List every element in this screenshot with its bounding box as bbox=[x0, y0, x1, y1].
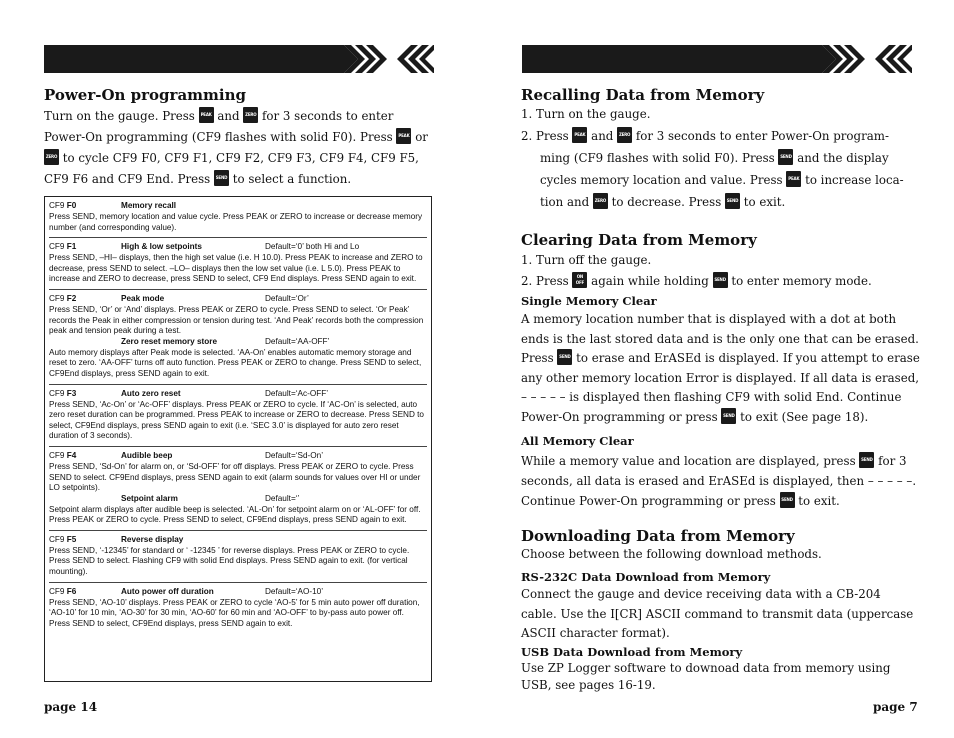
cf-description: Press SEND, memory location and value cycle. Press PEAK or ZERO to increase or decrease memory number (and corresponding value). bbox=[49, 212, 423, 232]
all-clear-body: While a memory value and location are displayed, press SEND for 3 seconds, all data is erased and ErASEd is displayed, then – – – – –. Continue Power-On programming or press SEND to exit. bbox=[521, 454, 917, 508]
power-on-title: Power-On programming bbox=[44, 86, 247, 104]
cf-entry bbox=[49, 387, 427, 447]
cf-sub-name: Setpoint alarm bbox=[121, 493, 178, 503]
on-off-key-icon: ON OFF bbox=[572, 272, 587, 288]
download-intro: Choose between the following download methods. bbox=[521, 547, 822, 561]
cf-default: Default=‘Or’ bbox=[265, 293, 309, 303]
cf-entry-header bbox=[49, 451, 427, 462]
cf-sub-default: Default=‘AA-OFF’ bbox=[265, 336, 330, 346]
config-function-table bbox=[44, 196, 432, 682]
header-banner bbox=[522, 45, 912, 73]
cf-sub-header bbox=[49, 494, 427, 505]
recall-step-2-cont-1: ming (CF9 flashes with solid F0). Press SEND and the display bbox=[540, 151, 889, 165]
recall-step-2-cont-2: cycles memory location and value. Press PEAK to increase loca- bbox=[540, 173, 904, 187]
cf-description: Press SEND, ‘Or’ or ‘And’ displays. Press PEAK or ZERO to cycle. Press SEND to select. ‘Or Peak’ records the Peak in either compression or tension during test. ‘And Peak’ records both the compression peak and tension peak during a test. bbox=[49, 304, 424, 336]
right-page bbox=[477, 0, 954, 738]
cf-description: Press SEND, ‘Sd-On’ for alarm on, or ‘Sd-OFF’ for off displays. Press PEAK or ZERO to cycle. Press SEND to select. CF9End displays, press SEND again to exit (alarm sounds for values over HI or under LO setpoints). bbox=[49, 461, 421, 493]
cf-entry bbox=[49, 292, 427, 385]
cf-description: Press SEND, ‘Ac-On’ or ‘Ac-OFF’ displays. Press PEAK or ZERO to cycle. If ‘AC-On’ is selected, auto zero reset duration can be programmed. Press PEAK to increase or ZERO to decrease. Press SEND to select, CF9End displays, press SEND again to exit (i.e. ‘SEC 3.0’ is displayed for auto zero reset duration of 3 seconds). bbox=[49, 399, 424, 441]
power-on-line-1: Turn on the gauge. Press PEAK and ZERO for 3 seconds to enter bbox=[44, 109, 394, 123]
recall-title: Recalling Data from Memory bbox=[521, 86, 765, 104]
rs232-body: Connect the gauge and device receiving data with a CB-204 cable. Use the I[CR] ASCII command to transmit data (uppercase ASCII character format). bbox=[521, 587, 914, 640]
rs232-title: RS-232C Data Download from Memory bbox=[521, 570, 771, 584]
cf-entry-header bbox=[49, 201, 427, 212]
cf-sub-description: Setpoint alarm displays after audible beep is selected. ‘AL-On’ for setpoint alarm on or ‘AL-OFF’ for off. Press PEAK or ZERO to cycle. Press SEND to select, CF9End displays, press SEND again to exit. bbox=[49, 504, 421, 525]
peak-key-icon: PEAK bbox=[572, 127, 587, 143]
send-key-icon: SEND bbox=[780, 492, 795, 508]
cf-default: Default=‘Sd-On’ bbox=[265, 450, 324, 460]
clear-step-2: 2. Press ON OFF again while holding SEND to enter memory mode. bbox=[521, 274, 872, 288]
cf-description: Press SEND, ‘AO-10’ displays. Press PEAK or ZERO to cycle ‘AO-5’ for 5 min auto power off duration, ‘AO-10’ for 10 min, ‘AO-30’ for 30 min, ‘AO-60’ for 60 min and ‘AO-OFF’ to by-pass auto power off. Press SEND to select, CF9End displays, press SEND again to exit. bbox=[49, 597, 420, 628]
power-on-line-2: Power-On programming (CF9 flashes with solid F0). Press PEAK or bbox=[44, 130, 428, 144]
cf-entry-header bbox=[49, 535, 427, 546]
cf-default: Default=‘Ac-OFF’ bbox=[265, 388, 329, 398]
clear-step-1: 1. Turn off the gauge. bbox=[521, 253, 652, 267]
cf-name: Memory recall bbox=[121, 201, 177, 210]
zero-key-icon: ZERO bbox=[617, 127, 632, 143]
cf-name: Audible beep bbox=[121, 450, 173, 460]
zero-key-icon: ZERO bbox=[44, 149, 59, 165]
cf-default: Default=‘0’ both Hi and Lo bbox=[265, 242, 360, 252]
cf-entry bbox=[49, 585, 427, 634]
peak-key-icon: PEAK bbox=[199, 107, 214, 123]
cf-name: Auto power off duration bbox=[121, 586, 214, 596]
cf-entry-header bbox=[49, 389, 427, 400]
cf-description: Press SEND, ‘-12345’ for standard or ‘ ‐12345 ’ for reverse displays. Press PEAK or ZERO to cycle. Press SEND to select. Flashing CF9 with solid End displays. Press SEND again to exit. (for vertical mounting). bbox=[49, 545, 410, 577]
header-banner bbox=[44, 45, 434, 73]
cf-name: Reverse display bbox=[121, 534, 184, 544]
send-key-icon: SEND bbox=[859, 452, 874, 468]
all-clear-title: All Memory Clear bbox=[521, 434, 634, 448]
single-clear-body: A memory location number that is displayed with a dot at both ends is the last stored data and is the only one that can be erased. Press SEND to erase and ErASEd is displayed. If you attempt to erase any other memory location Error is displayed. If all data is erased, – – – – – is displayed then flashing CF9 with solid End. Continue Power-On programming or press SEND to exit (See page 18). bbox=[521, 312, 920, 424]
zero-key-icon: ZERO bbox=[593, 193, 608, 209]
cf-name: Auto zero reset bbox=[121, 388, 181, 398]
cf-default: Default=‘AO-10’ bbox=[265, 586, 324, 596]
recall-step-2-cont-3: tion and ZERO to decrease. Press SEND to exit. bbox=[540, 195, 786, 209]
cf-code: CF9 F3 bbox=[49, 388, 77, 398]
cf-code: CF9 F5 bbox=[49, 534, 77, 544]
recall-step-2: 2. Press PEAK and ZERO for 3 seconds to enter Power-On program- bbox=[521, 129, 889, 143]
cf-code: CF9 F0 bbox=[49, 201, 77, 210]
cf-name: High & low setpoints bbox=[121, 242, 202, 252]
cf-entry bbox=[49, 533, 427, 583]
recall-step-1: 1. Turn on the gauge. bbox=[521, 107, 651, 121]
power-on-line-3: ZERO to cycle CF9 F0, CF9 F1, CF9 F2, CF9 F3, CF9 F4, CF9 F5, bbox=[45, 151, 419, 165]
recall-body bbox=[521, 103, 904, 213]
usb-title: USB Data Download from Memory bbox=[521, 645, 743, 659]
cf-entry-header bbox=[49, 294, 427, 305]
cf-code: CF9 F6 bbox=[49, 586, 77, 596]
zero-key-icon: ZERO bbox=[243, 107, 258, 123]
cf-code: CF9 F2 bbox=[49, 293, 77, 303]
single-clear-title: Single Memory Clear bbox=[521, 294, 657, 308]
cf-sub-header bbox=[49, 337, 427, 348]
send-key-icon: SEND bbox=[557, 349, 572, 365]
send-key-icon: SEND bbox=[725, 193, 740, 209]
peak-key-icon: PEAK bbox=[786, 171, 801, 187]
cf-entry-header bbox=[49, 587, 427, 598]
page-number-left: page 14 bbox=[44, 700, 98, 714]
chevron-banner-icon bbox=[44, 45, 434, 73]
chevron-banner-icon bbox=[522, 45, 912, 73]
clear-title: Clearing Data from Memory bbox=[521, 231, 757, 249]
page-number-right: page 7 bbox=[873, 700, 918, 714]
clear-steps bbox=[521, 250, 872, 292]
cf-sub-name: Zero reset memory store bbox=[121, 336, 218, 346]
cf-sub-default: Default=‘’ bbox=[265, 493, 300, 503]
peak-key-icon: PEAK bbox=[396, 128, 411, 144]
power-on-line-4: CF9 F6 and CF9 End. Press SEND to select a function. bbox=[44, 172, 352, 186]
cf-entry bbox=[49, 240, 427, 290]
cf-entry bbox=[49, 199, 427, 238]
cf-entry bbox=[49, 449, 427, 531]
cf-code: CF9 F4 bbox=[49, 450, 77, 460]
cf-description: Press SEND, –HI– displays, then the high set value (i.e. H 10.0). Press PEAK to increase and ZERO to decrease, press SEND to select. –LO– displays then the low set value (i.e. L 5.0). Press PEAK to increase and ZERO to decrease, press SEND to select, CF9 End displays. Press SEND again to exit. bbox=[49, 253, 423, 284]
cf-entry-header bbox=[49, 242, 427, 253]
cf-code: CF9 F1 bbox=[49, 242, 77, 252]
power-on-body bbox=[44, 106, 428, 190]
usb-body: Use ZP Logger software to downoad data from memory using USB, see pages 16-19. bbox=[521, 661, 891, 692]
download-title: Downloading Data from Memory bbox=[521, 527, 795, 545]
send-key-icon: SEND bbox=[721, 408, 736, 424]
cf-sub-description: Auto memory displays after Peak mode is selected. ‘AA-On’ enables automatic memory storage and reset to zero. ‘AA-OFF’ turns off auto function. Press PEAK or ZERO to change. Press SEND to select, CF9End displays, press SEND again to exit. bbox=[49, 347, 422, 378]
send-key-icon: SEND bbox=[214, 170, 229, 186]
send-key-icon: SEND bbox=[778, 149, 793, 165]
cf-name: Peak mode bbox=[121, 293, 165, 303]
send-key-icon: SEND bbox=[713, 272, 728, 288]
